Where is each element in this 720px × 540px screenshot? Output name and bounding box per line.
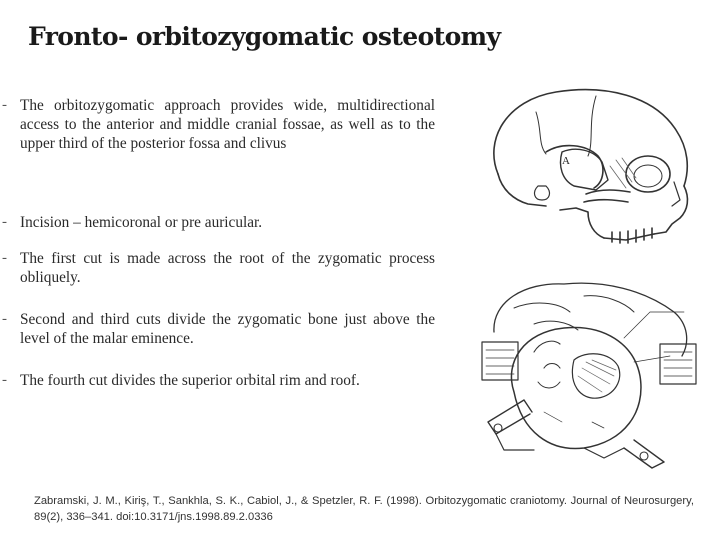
bullet-marker: -	[2, 250, 7, 266]
bullet-item	[0, 249, 435, 287]
bullet-text: Second and third cuts divide the zygomatic bone just above the level of the malar eminence.	[20, 311, 435, 347]
bullet-item	[0, 371, 435, 390]
surgical-illustration	[474, 272, 700, 472]
figure-label-a: A	[562, 155, 570, 167]
bullet-text: The fourth cut divides the superior orbital rim and roof.	[20, 372, 360, 389]
bullet-marker: -	[2, 372, 7, 388]
bullet-item	[0, 96, 435, 153]
skull-illustration	[476, 82, 698, 254]
bullet-marker: -	[2, 311, 7, 327]
bullet-text: The first cut is made across the root of the zygomatic process obliquely.	[20, 250, 435, 286]
bullet-text: The orbitozygomatic approach provides wide, multidirectional access to the anterior and middle cranial fossae, as well as to the upper third of the posterior fossa and clivus	[20, 97, 435, 152]
slide-title: Fronto- orbitozygomatic osteotomy	[28, 22, 501, 51]
citation: Zabramski, J. M., Kiriş, T., Sankhla, S. K., Cabiol, J., & Spetzler, R. F. (1998). Orbitozygomatic craniotomy. Journal of Neurosurgery, 89(2), 336–341. doi:10.3171/jns.1998.89.2.0336	[34, 495, 694, 523]
bullet-item	[0, 310, 435, 348]
bullet-marker: -	[2, 97, 7, 113]
bullet-marker: -	[2, 214, 7, 230]
bullet-text: Incision – hemicoronal or pre auricular.	[20, 214, 263, 231]
bullet-item	[0, 213, 435, 232]
